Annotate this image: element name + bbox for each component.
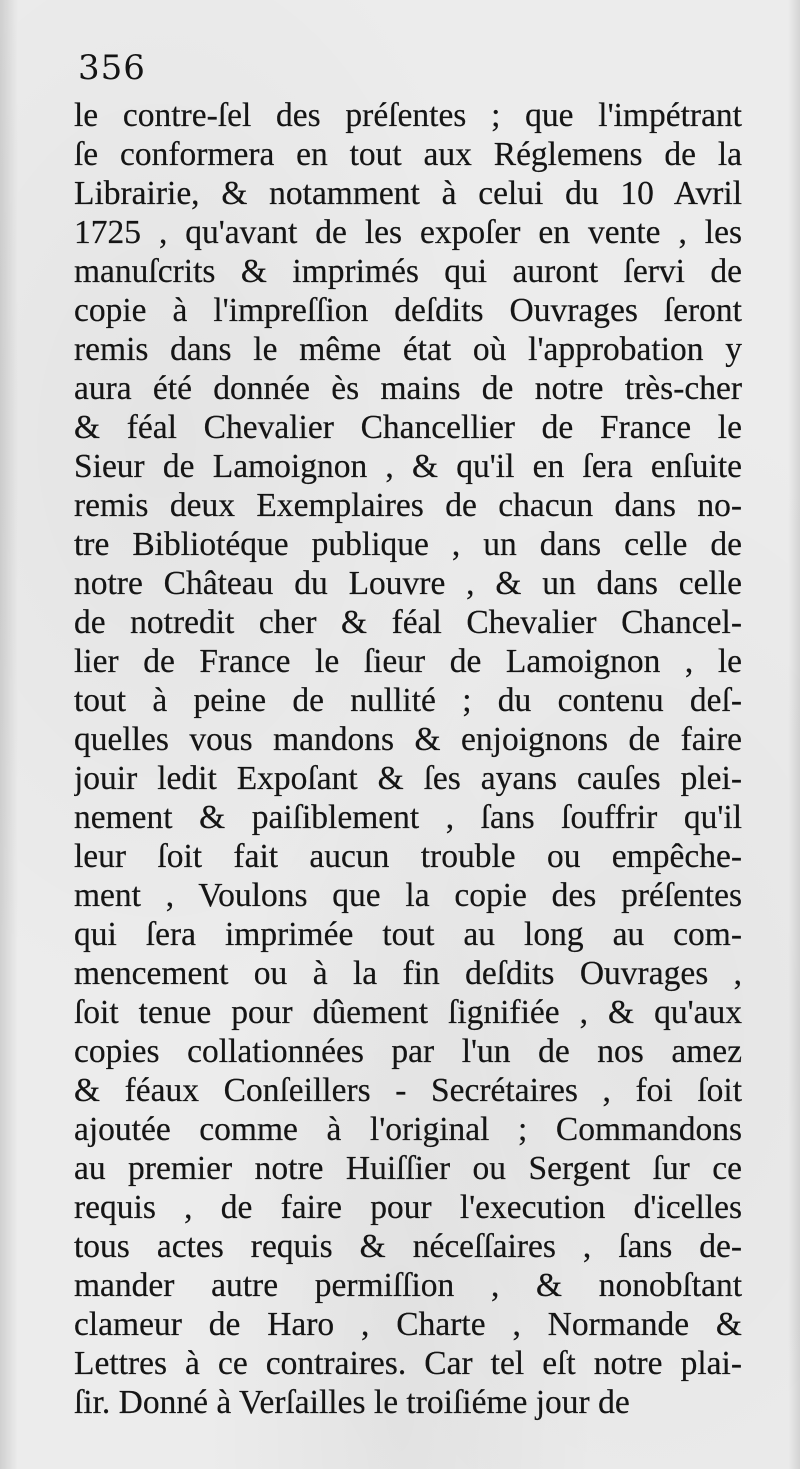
text-line: tre Bibliotéque publique , un dans celle de [74, 526, 742, 563]
text-line: notre Château du Louvre , & un dans celle [74, 565, 742, 602]
page-number: 356 [78, 48, 146, 88]
text-line: & féal Chevalier Chancellier de France le [74, 409, 742, 446]
text-line: requis , de faire pour l'execution d'icelles [74, 1189, 742, 1226]
text-line: manuſcrits & imprimés qui auront ſervi de [74, 253, 742, 290]
text-line: lier de France le ſieur de Lamoignon , le [74, 643, 742, 680]
page-gutter-shadow [0, 0, 18, 1469]
text-line: ajoutée comme à l'original ; Commandons [74, 1111, 742, 1148]
text-line: tout à peine de nullité ; du contenu deſ- [74, 682, 742, 719]
text-line: clameur de Haro , Charte , Normande & [74, 1306, 742, 1343]
text-line: jouir ledit Expoſant & ſes ayans cauſes plei- [74, 760, 742, 797]
text-line: remis dans le même état où l'approbation y [74, 331, 742, 368]
text-line: quelles vous mandons & enjoignons de faire [74, 721, 742, 758]
text-line: le contre-ſel des préſentes ; que l'impétrant [74, 97, 742, 134]
text-line: ſoit tenue pour dûement ſignifiée , & qu'aux [74, 994, 742, 1031]
text-line: copie à l'impreſſion deſdits Ouvrages ſeront [74, 292, 742, 329]
text-line: ſe conformera en tout aux Réglemens de la [74, 136, 742, 173]
text-line: mander autre permiſſion , & nonobſtant [74, 1267, 742, 1304]
text-line: ſir. Donné à Verſailles le troiſiéme jour de [74, 1384, 630, 1421]
text-line: ment , Voulons que la copie des préſentes [74, 877, 742, 914]
text-line: & féaux Conſeillers - Secrétaires , foi ſoit [74, 1072, 742, 1109]
text-line: tous actes requis & néceſſaires , ſans de- [74, 1228, 742, 1265]
text-line: Lettres à ce contraires. Car tel eſt notre plai- [74, 1345, 742, 1382]
text-line: remis deux Exemplaires de chacun dans no- [74, 487, 742, 524]
text-line: 1725 , qu'avant de les expoſer en vente , les [74, 214, 742, 251]
text-line: copies collationnées par l'un de nos amez [74, 1033, 742, 1070]
body-text [74, 96, 742, 1422]
text-line: Librairie, & notamment à celui du 10 Avril [74, 175, 742, 212]
text-line: Sieur de Lamoignon , & qu'il en ſera enſuite [74, 448, 742, 485]
text-line: qui ſera imprimée tout au long au com- [74, 916, 742, 953]
text-line: de notredit cher & féal Chevalier Chancel- [74, 604, 742, 641]
text-line: aura été donnée ès mains de notre très-cher [74, 370, 742, 407]
text-line: au premier notre Huiſſier ou Sergent ſur ce [74, 1150, 742, 1187]
text-line: mencement ou à la fin deſdits Ouvrages , [74, 955, 742, 992]
page-edge-shadow [788, 0, 800, 1469]
text-line: leur ſoit fait aucun trouble ou empêche- [74, 838, 742, 875]
text-line: nement & paiſiblement , ſans ſouffrir qu'il [74, 799, 742, 836]
